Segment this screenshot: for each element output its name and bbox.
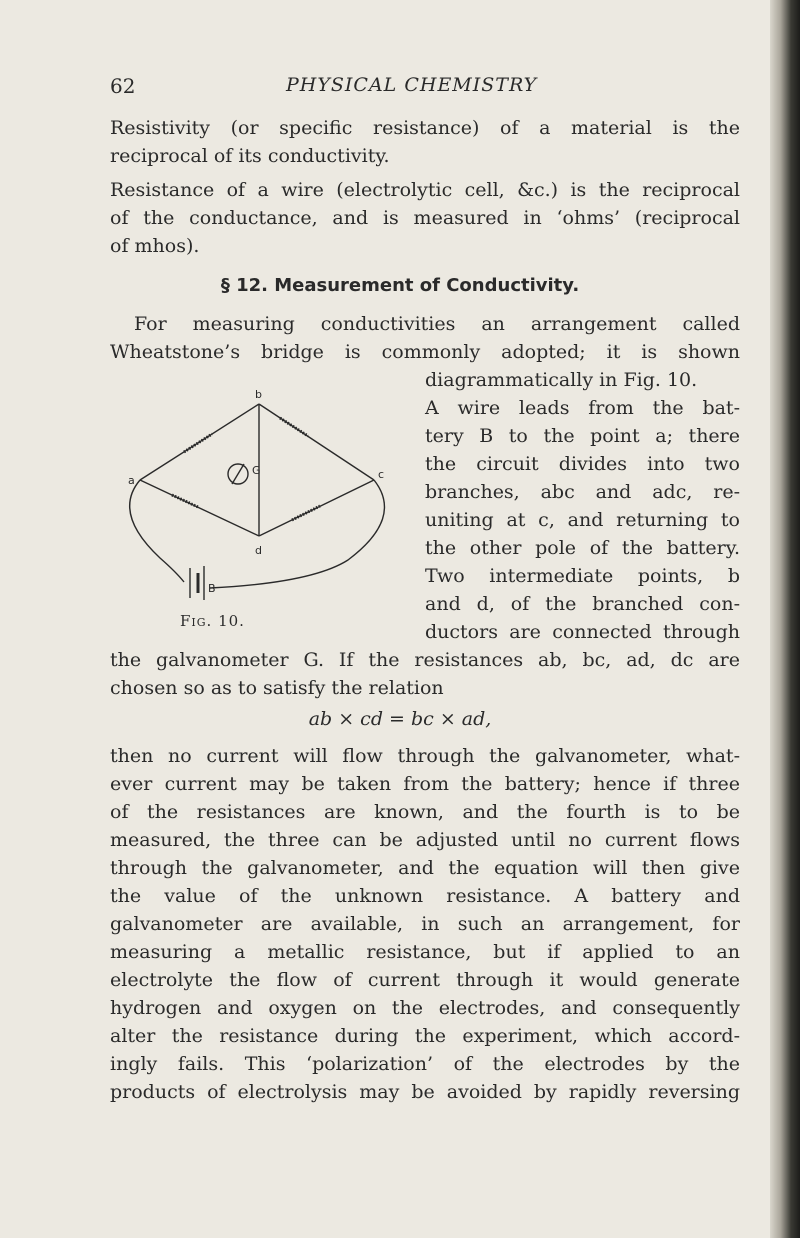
para4-line: ingly fails. This ‘polarization’ of the electrodes by the: [110, 1053, 740, 1075]
para4-line: galvanometer are available, in such an arrangement, for: [110, 913, 740, 935]
para4-line: of the resistances are known, and the fourth is to be: [110, 801, 740, 823]
para3-line14: chosen so as to satisfy the relation: [110, 677, 444, 699]
page-header: [0, 74, 800, 104]
para4-line: measured, the three can be adjusted until no current flows: [110, 829, 740, 851]
wire-ad: [140, 480, 259, 536]
running-head: PHYSICAL CHEMISTRY: [286, 74, 538, 96]
label-G: G: [252, 464, 261, 477]
para4-line: then no current will flow through the galvanometer, what-: [110, 745, 740, 767]
para3-line12: ductors are connected through: [425, 621, 740, 643]
bridge-equation: ab × cd = bc × ad,: [308, 708, 492, 730]
para4-line: ever current may be taken from the battery; hence if three: [110, 773, 740, 795]
para4-line: the value of the unknown resistance. A battery and: [110, 885, 740, 907]
galvanometer-needle: [232, 464, 244, 484]
para1-line1: Resistivity (or specific resistance) of a material is the: [110, 117, 740, 139]
label-b: b: [255, 388, 262, 401]
para3-line8: uniting at c, and returning to: [425, 509, 740, 531]
battery-symbol: [190, 566, 204, 600]
para3-line9: the other pole of the battery.: [425, 537, 740, 559]
label-a: a: [128, 474, 135, 487]
para4-line: measuring a metallic resistance, but if applied to an: [110, 941, 740, 963]
wire-c-to-battery: [210, 480, 384, 588]
para2-line2: of the conductance, and is measured in ‘ohms’ (reciprocal: [110, 207, 740, 229]
label-d: d: [255, 544, 262, 557]
para3-line4: A wire leads from the bat-: [425, 397, 740, 419]
para4-line: hydrogen and oxygen on the electrodes, and consequently: [110, 997, 740, 1019]
page-number: 62: [110, 74, 136, 98]
para4-line: alter the resistance during the experiment, which accord-: [110, 1025, 740, 1047]
para3-line10: Two intermediate points, b: [425, 565, 740, 587]
page-edge-shadow: [770, 0, 800, 1238]
para3-line7: branches, abc and adc, re-: [425, 481, 740, 503]
para4-line: products of electrolysis may be avoided by rapidly reversing: [110, 1081, 740, 1103]
para4-line: through the galvanometer, and the equation will then give: [110, 857, 740, 879]
para2-line1: Resistance of a wire (electrolytic cell, &c.) is the reciprocal: [110, 179, 740, 201]
label-B: B: [208, 582, 216, 595]
para3-line2: Wheatstone’s bridge is commonly adopted; it is shown: [110, 341, 740, 363]
para2-line3: of mhos).: [110, 235, 200, 257]
para4-line: electrolyte the flow of current through it would generate: [110, 969, 740, 991]
para3-line13: the galvanometer G. If the resistances ab, bc, ad, dc are: [110, 649, 740, 671]
figure-caption: Fig. 10.: [180, 612, 245, 630]
para3-line5: tery B to the point a; there: [425, 425, 740, 447]
para3-line11: and d, of the branched con-: [425, 593, 740, 615]
para3-line3: diagrammatically in Fig. 10.: [425, 369, 698, 391]
para1-line2: reciprocal of its conductivity.: [110, 145, 390, 167]
wheatstone-bridge-diagram: [112, 388, 412, 638]
para3-line1: For measuring conductivities an arrangement called: [134, 313, 740, 335]
section-heading: § 12. Measurement of Conductivity.: [220, 275, 580, 296]
label-c: c: [378, 468, 385, 481]
para3-line6: the circuit divides into two: [425, 453, 740, 475]
wire-bc: [259, 404, 374, 480]
